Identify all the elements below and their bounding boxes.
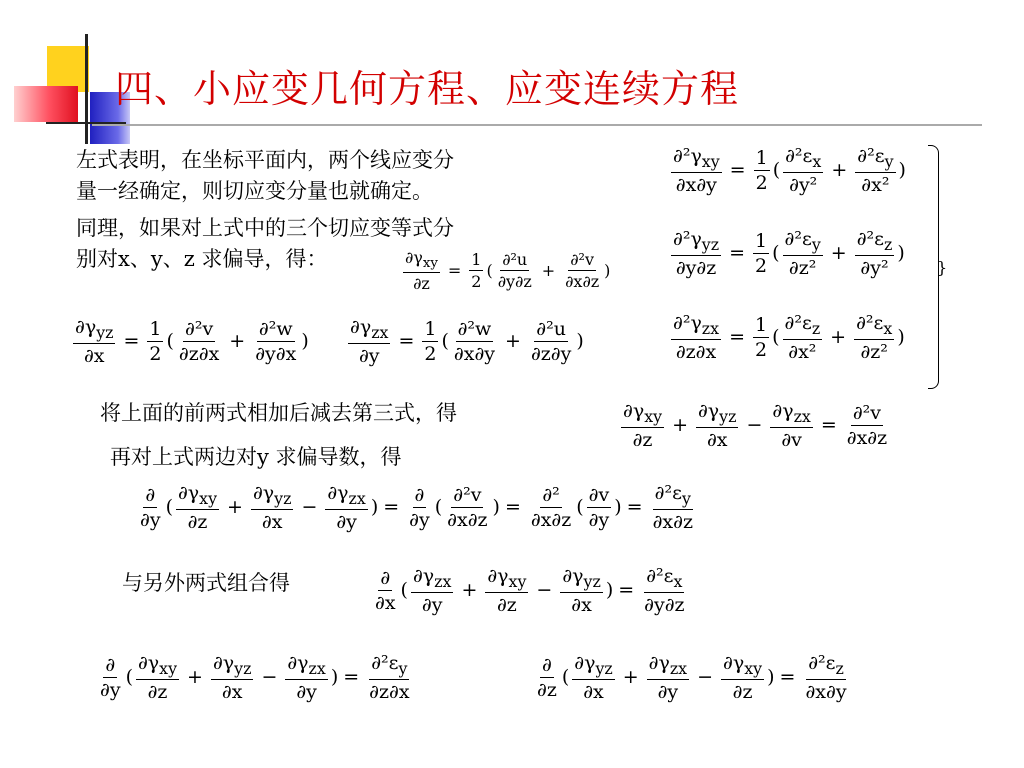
logo-red-bar [14, 86, 78, 122]
text-add-subtract: 将上面的前两式相加后减去第三式，得 [100, 401, 457, 425]
equation-compat-xy: $\frac{\partial^2\gamma_{xy}}{\partial x\partial y}$ = $\frac{1}{2}$ ( $\frac{\partial^2\varepsilon_x}{\text{∂y²}}$ + $\frac{\partial^2\varepsilon_y}{\text{∂x²}}$ ) [673, 145, 906, 196]
equation-deriv-xy-z: $\frac{\partial\gamma_{xy}}{\partial z}$ = $\frac{1}{2}$ ( $\frac{\text{∂²u}}{\partial y\partial z}$ + $\frac{\text{∂²v}}{\partial x\partial z}$ ) [405, 248, 611, 294]
equation-compat-yz: $\frac{\partial^2\gamma_{yz}}{\partial y\partial z}$ = $\frac{1}{2}$ ( $\frac{\partial^2\varepsilon_y}{\text{∂z²}}$ + $\frac{\partial^2\varepsilon_z}{\text{∂y²}}$ ) [673, 228, 905, 279]
paragraph-2-line-1: 同理，如果对上式中的三个切应变等式分 [76, 216, 454, 240]
text-differentiate-y: 再对上式两边对y 求偏导数，得 [110, 445, 402, 469]
paragraph-1-line-2: 量一经确定，则切应变分量也就确定。 [76, 179, 433, 203]
text-combine: 与另外两式组合得 [122, 571, 290, 595]
logo-vertical-line [85, 34, 88, 144]
equation-deriv-yz-x: $\frac{\partial\gamma_{yz}}{\partial x}$ = $\frac{1}{2}$ ( $\frac{\text{∂²v}}{\partial z\partial x}$ + $\frac{\text{∂²w}}{\partial y\partial x}$ ) [75, 316, 309, 367]
equation-compat-zx: $\frac{\partial^2\gamma_{zx}}{\partial z\partial x}$ = $\frac{1}{2}$ ( $\frac{\partial^2\varepsilon_z}{\text{∂x²}}$ + $\frac{\partial^2\varepsilon_x}{\text{∂z²}}$ ) [673, 312, 905, 363]
equation-deriv-zx-y: $\frac{\partial\gamma_{zx}}{\partial y}$ = $\frac{1}{2}$ ( $\frac{\text{∂²w}}{\partial x\partial y}$ + $\frac{\text{∂²u}}{\partial z\partial y}$ ) [350, 316, 584, 367]
paragraph-1-line-1: 左式表明，在坐标平面内，两个线应变分 [76, 148, 454, 172]
equation-sum-result: $\frac{\partial\gamma_{xy}}{\partial z}$ + $\frac{\partial\gamma_{yz}}{\partial x}$ − $\frac{\partial\gamma_{zx}}{\partial v}$ = $\frac{\text{∂²v}}{\partial x\partial z}$ [623, 400, 888, 451]
title-underline [92, 124, 982, 126]
equation-x-derivative: $\frac{\partial}{\partial x}$ ( $\frac{\partial\gamma_{zx}}{\partial y}$ + $\frac{\partial\gamma_{xy}}{\partial z}$ − $\frac{\partial\gamma_{yz}}{\partial x}$ ) = $\frac{\partial^2\varepsilon_x}{\partial y\partial z}$ [375, 565, 685, 616]
equation-y-derivative: $\frac{\partial}{\partial y}$ ( $\frac{\partial\gamma_{xy}}{\partial z}$ + $\frac{\partial\gamma_{yz}}{\partial x}$ − $\frac{\partial\gamma_{zx}}{\partial y}$ ) = $\frac{\partial}{\partial y}$ ( $\frac{\text{∂²v}}{\partial x\partial z}$ ) = $\frac{\text{∂²}}{\partial x\partial z}$ ( $\frac{\partial v}{\partial y}$ ) = $\frac{\partial^2\varepsilon_y}{\partial x\partial z}$ [140, 482, 693, 533]
slide-title: 四、小应变几何方程、应变连续方程 [115, 67, 740, 111]
brace-tip: } [937, 258, 948, 277]
paragraph-2-line-2: 别对x、y、z 求偏导，得： [76, 247, 328, 271]
equation-final-z: $\frac{\partial}{\partial z}$ ( $\frac{\partial\gamma_{yz}}{\partial x}$ + $\frac{\partial\gamma_{zx}}{\partial y}$ − $\frac{\partial\gamma_{xy}}{\partial z}$ ) = $\frac{\partial^2\varepsilon_z}{\partial x\partial y}$ [537, 652, 847, 703]
equation-final-y: $\frac{\partial}{\partial y}$ ( $\frac{\partial\gamma_{xy}}{\partial z}$ + $\frac{\partial\gamma_{yz}}{\partial x}$ − $\frac{\partial\gamma_{zx}}{\partial y}$ ) = $\frac{\partial^2\varepsilon_y}{\partial z\partial x}$ [100, 652, 410, 703]
